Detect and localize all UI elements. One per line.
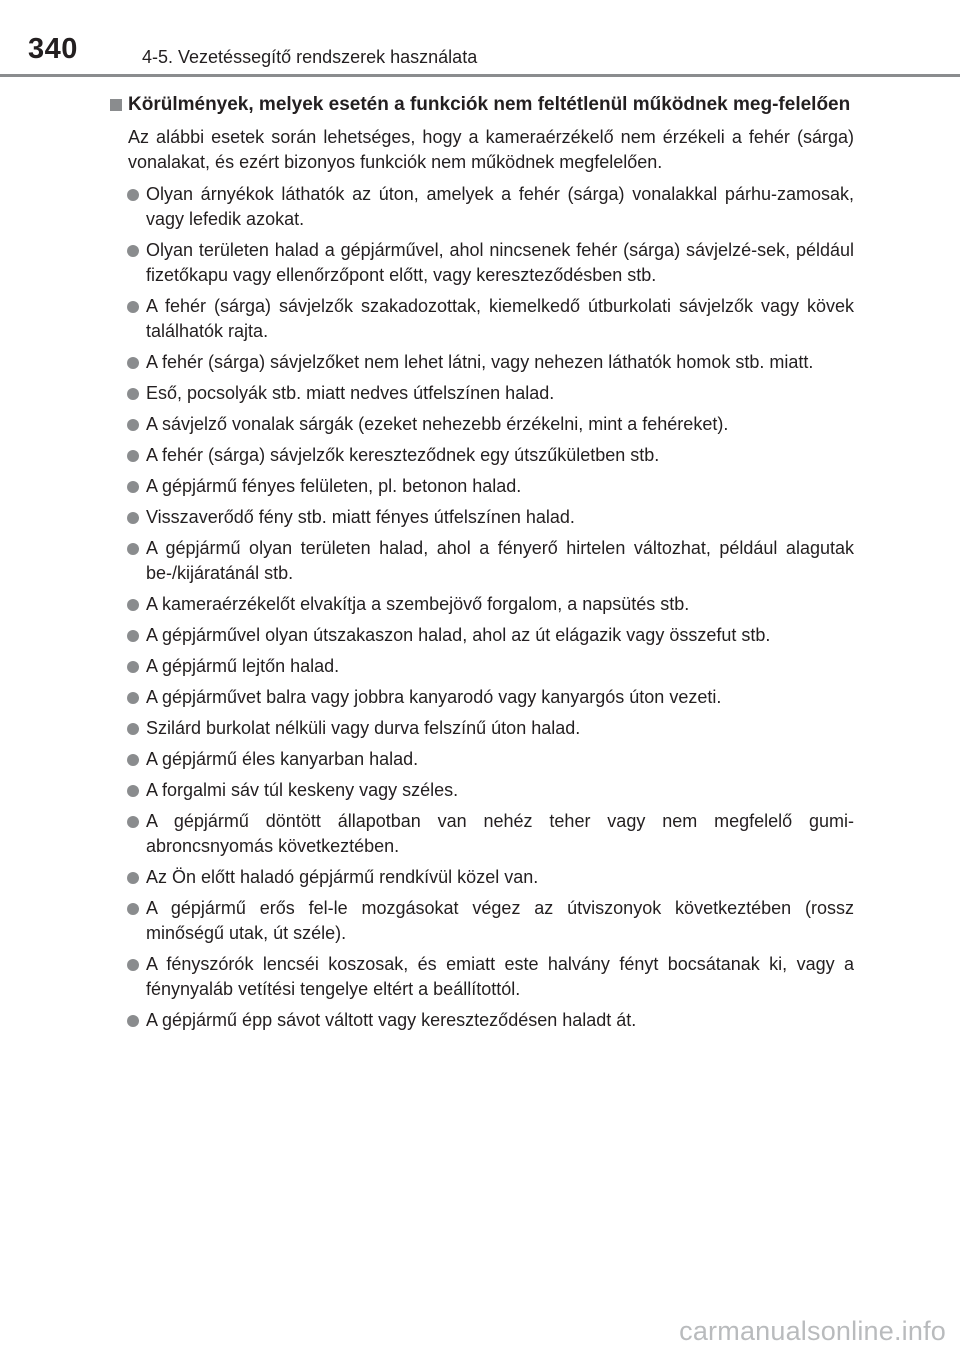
list-item-text: A gépjármű olyan területen halad, ahol a fényerő hirtelen változhat, például alagutak be-/kijáratánál stb.	[146, 538, 854, 583]
round-bullet-icon	[127, 388, 139, 400]
list-item-text: A gépjármű erős fel-le mozgásokat végez az útviszonyok következtében (rossz minőségű utak, út széle).	[146, 898, 854, 943]
header-divider	[0, 74, 960, 77]
list-item	[110, 809, 854, 859]
list-item	[110, 474, 854, 499]
section-heading	[110, 92, 854, 117]
round-bullet-icon	[127, 785, 139, 797]
list-item	[110, 623, 854, 648]
list-item-text: A gépjármű épp sávot váltott vagy kereszteződésen haladt át.	[146, 1010, 637, 1030]
watermark-text: carmanualsonline.info	[679, 1316, 946, 1346]
main-content	[110, 92, 854, 1039]
round-bullet-icon	[127, 1015, 139, 1027]
list-item-text: A gépjármű éles kanyarban halad.	[146, 749, 419, 769]
list-item	[110, 182, 854, 232]
round-bullet-icon	[127, 357, 139, 369]
round-bullet-icon	[127, 301, 139, 313]
list-item	[110, 865, 854, 890]
list-item-text: A sávjelző vonalak sárgák (ezeket nehezebb érzékelni, mint a fehéreket).	[146, 414, 729, 434]
list-item	[110, 238, 854, 288]
list-item-text: Eső, pocsolyák stb. miatt nedves útfelszínen halad.	[146, 383, 555, 403]
list-item-text: A gépjárművel olyan útszakaszon halad, ahol az út elágazik vagy összefut stb.	[146, 625, 771, 645]
page-header	[0, 0, 960, 80]
round-bullet-icon	[127, 630, 139, 642]
list-item	[110, 778, 854, 803]
section-heading-text: Körülmények, melyek esetén a funkciók nem feltétlenül működnek meg-felelően	[128, 94, 851, 115]
chapter-title: 4-5. Vezetéssegítő rendszerek használata	[142, 47, 478, 67]
condition-list	[110, 182, 854, 1033]
list-item	[110, 654, 854, 679]
round-bullet-icon	[127, 723, 139, 735]
list-item	[110, 505, 854, 530]
list-item-text: Olyan árnyékok láthatók az úton, amelyek a fehér (sárga) vonalakkal párhu-zamosak, vagy lefedik azokat.	[146, 184, 854, 229]
list-item	[110, 685, 854, 710]
list-item-text: A forgalmi sáv túl keskeny vagy széles.	[146, 780, 459, 800]
round-bullet-icon	[127, 543, 139, 555]
square-bullet-icon	[110, 99, 122, 111]
list-item	[110, 381, 854, 406]
list-item	[110, 952, 854, 1002]
round-bullet-icon	[127, 512, 139, 524]
round-bullet-icon	[127, 816, 139, 828]
round-bullet-icon	[127, 661, 139, 673]
round-bullet-icon	[127, 599, 139, 611]
list-item-text: Olyan területen halad a gépjárművel, ahol nincsenek fehér (sárga) sávjelzé-sek, például fizetőkapu vagy ellenőrzőpont előtt, vagy kereszteződésben stb.	[146, 240, 854, 285]
list-item-text: Visszaverődő fény stb. miatt fényes útfelszínen halad.	[146, 507, 575, 527]
list-item	[110, 536, 854, 586]
list-item-text: A gépjármű fényes felületen, pl. betonon halad.	[146, 476, 522, 496]
round-bullet-icon	[127, 419, 139, 431]
list-item	[110, 747, 854, 772]
list-item-text: A fehér (sárga) sávjelzők szakadozottak, kiemelkedő útburkolati sávjelzők vagy kövek találhatók rajta.	[146, 296, 854, 341]
round-bullet-icon	[127, 754, 139, 766]
list-item	[110, 896, 854, 946]
list-item-text: A gépjármű lejtőn halad.	[146, 656, 340, 676]
list-item	[110, 350, 854, 375]
list-item-text: A gépjármű döntött állapotban van nehéz teher vagy nem megfelelő gumi-abroncsnyomás következtében.	[146, 811, 854, 856]
round-bullet-icon	[127, 450, 139, 462]
list-item	[110, 412, 854, 437]
list-item-text: A fehér (sárga) sávjelzők kereszteződnek egy útszűkületben stb.	[146, 445, 660, 465]
list-item	[110, 294, 854, 344]
round-bullet-icon	[127, 245, 139, 257]
round-bullet-icon	[127, 872, 139, 884]
list-item-text: A fehér (sárga) sávjelzőket nem lehet látni, vagy nehezen láthatók homok stb. miatt.	[146, 352, 814, 372]
list-item-text: A kameraérzékelőt elvakítja a szembejövő forgalom, a napsütés stb.	[146, 594, 690, 614]
round-bullet-icon	[127, 692, 139, 704]
round-bullet-icon	[127, 481, 139, 493]
page-number: 340	[28, 33, 78, 65]
list-item	[110, 592, 854, 617]
round-bullet-icon	[127, 959, 139, 971]
list-item-text: A fényszórók lencséi koszosak, és emiatt este halvány fényt bocsátanak ki, vagy a fénynyaláb vetítési tengelye eltért a beállítottól.	[146, 954, 854, 999]
intro-paragraph: Az alábbi esetek során lehetséges, hogy a kameraérzékelő nem érzékeli a fehér (sárga) vonalakat, és ezért bizonyos funkciók nem működnek megfelelően.	[128, 127, 854, 172]
round-bullet-icon	[127, 903, 139, 915]
list-item	[110, 443, 854, 468]
list-item-text: Az Ön előtt haladó gépjármű rendkívül közel van.	[146, 867, 539, 887]
list-item	[110, 716, 854, 741]
list-item-text: Szilárd burkolat nélküli vagy durva felszínű úton halad.	[146, 718, 581, 738]
list-item-text: A gépjárművet balra vagy jobbra kanyarodó vagy kanyargós úton vezeti.	[146, 687, 722, 707]
list-item	[110, 1008, 854, 1033]
round-bullet-icon	[127, 189, 139, 201]
